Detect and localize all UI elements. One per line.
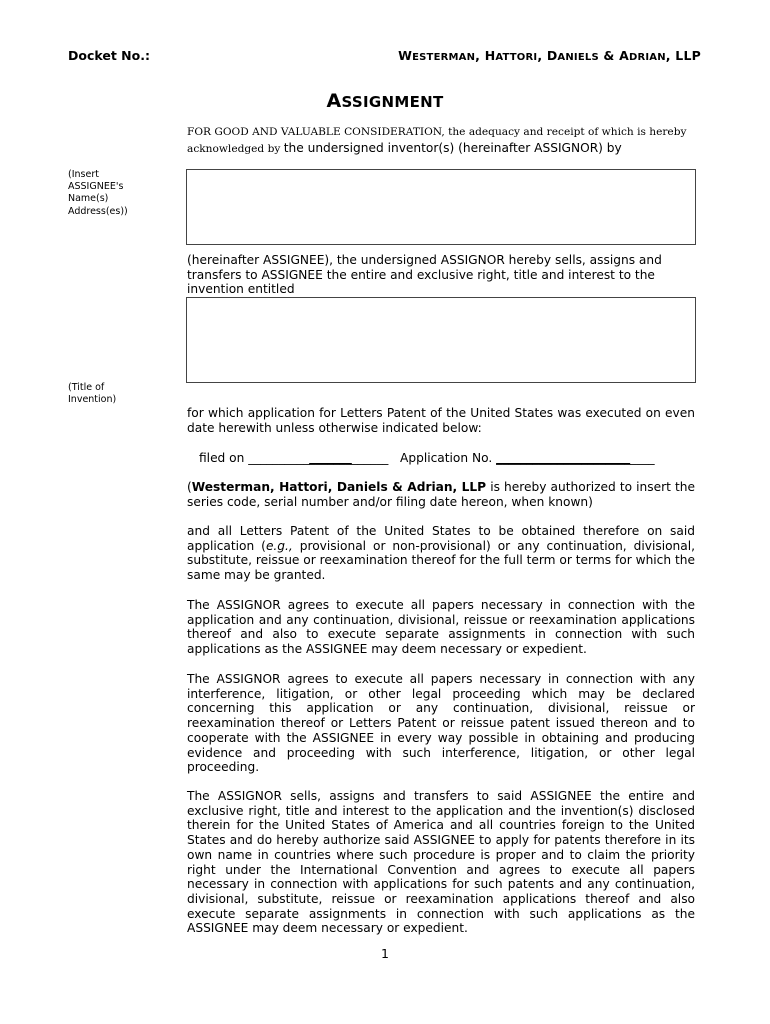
firm-a-rest: DRIAN [628,52,666,63]
page-title [0,90,770,112]
filed-label: filed on [199,451,249,465]
letters-text-a: and all Letters Patent of the United States to be obtained therefore on said application ( [187,524,695,553]
docket-label: Docket No.: [68,48,150,63]
firm-name [398,48,701,63]
firm-a-cap: A [619,48,629,63]
hereinafter-paragraph: (hereinafter ASSIGNEE), the undersigned ASSIGNOR hereby sells, assigns and transfers to ASSIGNEE the entire and exclusive right, title and interest to the invention entitled [187,253,662,297]
intro-text [187,125,695,156]
authorized-open-paren: ( [187,480,192,494]
intro-line-2: acknowledged by [187,142,284,155]
firm-tail: , LLP [665,48,701,63]
side-label-line: Name(s) [68,193,109,205]
application-no-label: Application No. [388,451,497,465]
intro-line-2-end: the undersigned inventor(s) (hereinafter ASSIGNOR) by [283,140,622,155]
authorized-firm: Westerman, Hattori, Daniels & Adrian, LLP [191,480,487,494]
letters-text-b: provisional or non-provisional) or any continuation, divisional, substitute, reissue or reexamination thereof for the full term or terms for which the same may be granted. [187,538,695,583]
authorized-text: is hereby authorized to insert the series code, serial number and/or filing date hereon, when known) [187,480,695,509]
filed-date-blank[interactable]: ______ [351,451,389,465]
title-cap: A [326,90,342,112]
side-label-line: (Title of [68,382,105,393]
application-paragraph: for which application for Letters Patent of the United States was executed on even date herewith unless otherwise indicated below: [187,406,695,435]
firm-amp: & [598,48,620,63]
authorized-paragraph [187,480,695,509]
page-number: 1 [381,946,389,961]
side-label-line: (Insert [68,169,99,180]
agrees-paragraph-2: The ASSIGNOR agrees to execute all papers necessary in connection with any interference, litigation, or other legal proceeding which may be declared concerning this application or any continuation, divisional, reissue or reexamination thereof or Letters Patent or reissue patent issued thereon and to cooperate with the ASSIGNEE in every way possible in obtaining and producing evidence and proceeding with such interference, litigation, or other legal proceeding. [187,672,695,775]
filed-date-blank[interactable]: _______ [309,451,352,465]
firm-h-rest: ATTORI [495,52,538,63]
firm-w-rest: ESTERMAN [412,52,476,63]
application-no-blank[interactable]: ______________________ [496,451,631,465]
title-rest: SSIGNMENT [341,93,444,111]
sells-paragraph: The ASSIGNOR sells, assigns and transfers to said ASSIGNEE the entire and exclusive right, title and interest to the application and the invention(s) disclosed therein for the United States of America and all countries foreign to the United States and do hereby authorize said ASSIGNEE to apply for patents therefore in its own name in countries where such procedure is proper and to claim the priority right under the International Convention and agrees to execute all papers necessary in connection with applications for such patents and any continuation, divisional, substitute, reissue or reexamination applications thereof and also execute separate assignments in connection with such applications as the ASSIGNEE may deem necessary or expedient. [187,789,695,936]
letters-patent-paragraph [187,524,695,583]
intro-line-1: FOR GOOD AND VALUABLE CONSIDERATION, the adequacy and receipt of which is hereby [187,126,687,138]
assignee-side-label [68,169,168,218]
side-label-line: Address(es)) [68,205,128,217]
firm-sep: , [475,48,485,63]
assignee-name-address-box[interactable] [186,169,696,245]
agrees-paragraph-1: The ASSIGNOR agrees to execute all papers necessary in connection with the application and any continuation, divisional, reissue or reexamination applications thereof and also to execute separate assignments in connection with such applications as the ASSIGNEE may deem necessary or expedient. [187,598,695,657]
filed-line [199,451,655,465]
firm-d-cap: D [546,48,558,63]
firm-h-cap: H [484,48,496,63]
side-label-line: Invention) [68,394,117,406]
filed-date-blank[interactable]: __________ [248,451,310,465]
letters-eg: e.g., [265,538,293,553]
firm-sep: , [537,48,547,63]
title-side-label [68,382,168,406]
side-label-line: ASSIGNEE's [68,181,124,193]
firm-d-rest: ANIELS [557,52,599,63]
invention-title-box[interactable] [186,297,696,383]
firm-w-cap: W [398,48,413,63]
application-no-blank[interactable]: ____ [630,451,655,465]
